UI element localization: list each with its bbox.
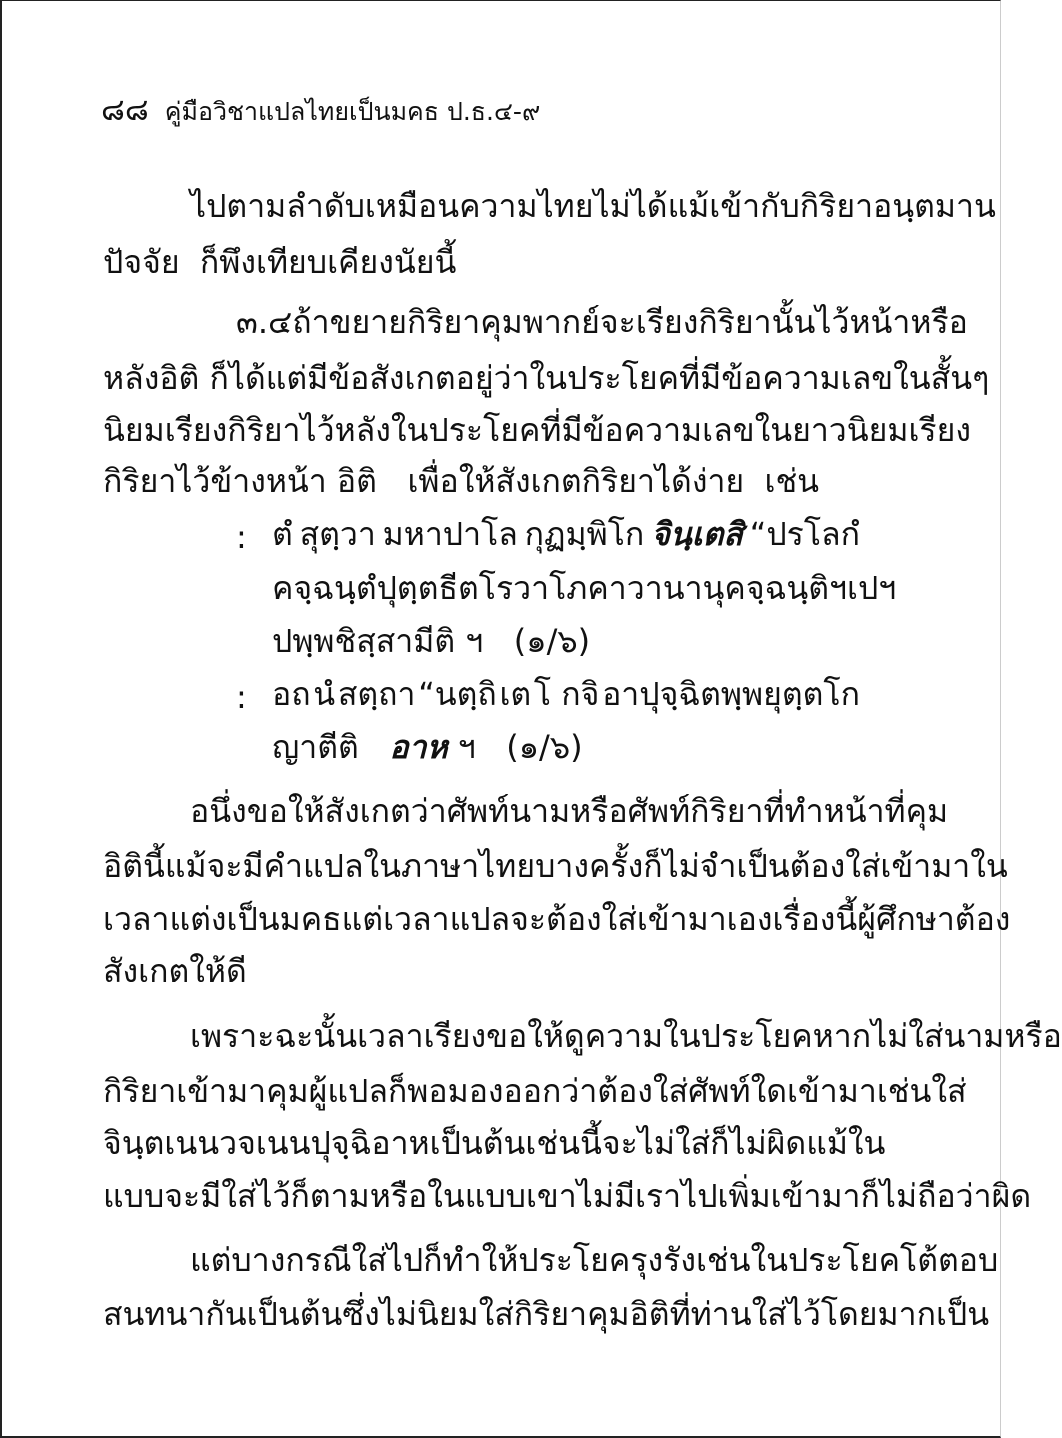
text-segment: อนึ่ง	[190, 792, 247, 830]
text-segment: กุฏมฺพิโก	[524, 515, 645, 553]
text-segment: เราไปเพิ่มเข้ามาก็ไม่ถือว่าผิด	[635, 1177, 1032, 1215]
running-header	[101, 84, 540, 134]
text-line	[190, 1241, 999, 1279]
text-segment: นํ	[313, 675, 336, 713]
text-segment: ญาตีติ	[272, 728, 359, 766]
text-line	[103, 900, 1011, 938]
text-segment: อาปุจฺฉิตพฺพยุตฺตโก	[602, 675, 860, 713]
text-segment: ในประโยคที่มีข้อความเลขในยาว	[390, 411, 847, 449]
text-segment: นานุคจฺฉนฺติ	[662, 569, 830, 607]
text-segment: เช่นในประโยคโต้ตอบ	[695, 1241, 999, 1279]
text-segment: ไปตามลำดับเหมือนความไทยไม่ได้	[190, 187, 668, 225]
text-segment: จินฺตเนน	[103, 1124, 220, 1162]
citation: (๑/๖)	[513, 622, 591, 660]
text-segment: เช่นนี้จะไม่ใส่ก็ไม่ผิด	[525, 1124, 807, 1162]
text-segment: ๓.๔	[236, 303, 293, 341]
text-line	[103, 411, 971, 449]
text-segment: แม้เข้ากับกิริยา	[667, 187, 874, 225]
text-segment: แต่เวลาแปลจะต้องใส่เข้ามาเอง	[341, 900, 773, 938]
text-segment: กิริยาไว้ข้างหน้า อิติ	[103, 462, 377, 500]
text-line	[103, 1177, 1032, 1215]
text-segment: วา	[513, 569, 550, 607]
text-segment: ปุจฺฉิ	[310, 1124, 372, 1162]
example-line	[272, 515, 860, 553]
text-segment: ฯ	[457, 728, 476, 766]
text-line	[190, 792, 949, 830]
text-segment: อิติ ก็ได้	[159, 359, 266, 397]
text-segment: อิติ	[103, 847, 143, 885]
text-segment: ปพฺพชิสฺสามีติ ฯ	[272, 622, 484, 660]
text-segment: สตฺถา	[337, 675, 416, 713]
text-segment: เช่น	[764, 462, 820, 500]
text-segment: อนฺต	[873, 187, 935, 225]
text-line	[103, 243, 457, 281]
text-segment: นิยมเรียงกิริยาไว้หลัง	[103, 411, 391, 449]
text-segment: ใส่	[931, 1072, 967, 1110]
text-segment: ซึ่งไม่นิยมใส่กิริยาคุม	[342, 1295, 630, 1333]
text-segment: ผู้แปลก็พอมองออกว่าต้องใส่ศัพท์ใดเข้ามา	[308, 1072, 877, 1110]
text-segment: โภคา	[549, 569, 627, 607]
text-segment: เรื่องนี้ผู้ศึกษาต้อง	[772, 900, 1011, 938]
text-segment: “นตฺถิ	[418, 675, 497, 713]
text-segment: บางครั้งก็ไม่จำเป็นต้องใส่เข้ามาใน	[535, 847, 1008, 885]
text-segment: หลัง	[103, 359, 160, 397]
text-line	[103, 462, 820, 500]
text-segment: คจฺฉนฺตํ	[272, 569, 377, 607]
text-line	[190, 187, 996, 225]
text-segment: กิริยาเข้ามาคุม	[103, 1072, 309, 1110]
text-segment: หรือในแบบเขาไม่มี	[369, 1177, 636, 1215]
text-line	[103, 1295, 990, 1333]
text-segment: แม้ใน	[806, 1124, 886, 1162]
text-line	[103, 847, 1008, 885]
text-segment: นี้แม้จะมีคำแปลในภาษาไทย	[143, 847, 536, 885]
page-number: ๘๘	[101, 92, 149, 128]
text-line	[190, 1017, 1062, 1055]
text-segment: แบบจะมีใส่ไว้ก็ตาม	[103, 1177, 370, 1215]
text-line	[103, 359, 990, 397]
text-segment: เวลาแต่งเป็นมคธ	[103, 900, 342, 938]
text-segment: เต	[499, 675, 532, 713]
text-segment: หากไม่ใส่นามหรือ	[812, 1017, 1062, 1055]
example-colon: :	[236, 678, 247, 716]
text-segment: เป็นต้น	[429, 1124, 526, 1162]
text-segment: “ปรโลกํ	[749, 515, 860, 553]
text-segment: โ กจิ	[533, 675, 600, 713]
text-segment: วา	[626, 569, 663, 607]
text-segment: ปัจจัย	[103, 243, 180, 281]
text-segment: อิติ	[629, 1295, 670, 1333]
text-segment: จะเรียงกิริยานั้นไว้หน้าหรือ	[599, 303, 968, 341]
text-segment: สนทนากัน	[103, 1295, 247, 1333]
text-segment: เพื่อให้สังเกตกิริยาได้ง่าย	[407, 462, 745, 500]
text-line	[236, 303, 968, 341]
text-segment: ฯเปฯ	[829, 569, 897, 607]
text-segment: สังเกตให้ดี	[103, 952, 247, 990]
text-line	[103, 952, 247, 990]
example-line	[272, 675, 860, 713]
example-line	[272, 728, 583, 766]
text-segment: ปุตฺตธีตโร	[376, 569, 514, 607]
text-segment: วจเนน	[219, 1124, 311, 1162]
example-colon: :	[236, 518, 247, 556]
text-line	[103, 1072, 967, 1110]
citation: (๑/๖)	[506, 728, 583, 766]
text-segment: ถ้าขยายกิริยาคุมพากย์	[292, 303, 600, 341]
example-line	[272, 622, 591, 660]
text-segment: ที่ท่านใส่ไว้โดยมากเป็น	[669, 1295, 990, 1333]
text-segment: อาห	[371, 1124, 430, 1162]
text-segment: เป็นต้น	[246, 1295, 343, 1333]
text-segment: ก็พึงเทียบเคียงนัยนี้	[199, 243, 457, 281]
text-segment: มาน	[934, 187, 996, 225]
text-segment: แต่บางกรณีใส่ไปก็ทำให้ประโยครุงรัง	[190, 1241, 696, 1279]
text-segment: เพราะฉะนั้นเวลาเรียงขอให้ดูความในประโยค	[190, 1017, 813, 1055]
text-segment: อถ	[272, 675, 311, 713]
text-segment: ตํ	[272, 515, 293, 553]
example-line	[272, 569, 897, 607]
text-segment: สุตฺวา	[299, 515, 376, 553]
text-line	[103, 1124, 886, 1162]
text-segment: แต่มีข้อสังเกตอยู่ว่า	[265, 359, 530, 397]
emphasized-verb: อาห	[389, 728, 448, 766]
text-segment: มหาปาโล	[382, 515, 518, 553]
text-segment: เช่น	[876, 1072, 932, 1110]
text-segment: ขอให้สังเกตว่าศัพท์นาม	[246, 792, 571, 830]
running-title: คู่มือวิชาแปลไทยเป็นมคธ ป.ธ.๔-๙	[164, 97, 541, 126]
text-segment: ในประโยคที่มีข้อความเลขในสั้นๆ	[529, 359, 990, 397]
text-segment: นิยมเรียง	[846, 411, 971, 449]
emphasized-verb: จินฺเตสิ	[651, 515, 743, 553]
text-segment: หรือศัพท์กิริยาที่ทำหน้าที่คุม	[570, 792, 949, 830]
